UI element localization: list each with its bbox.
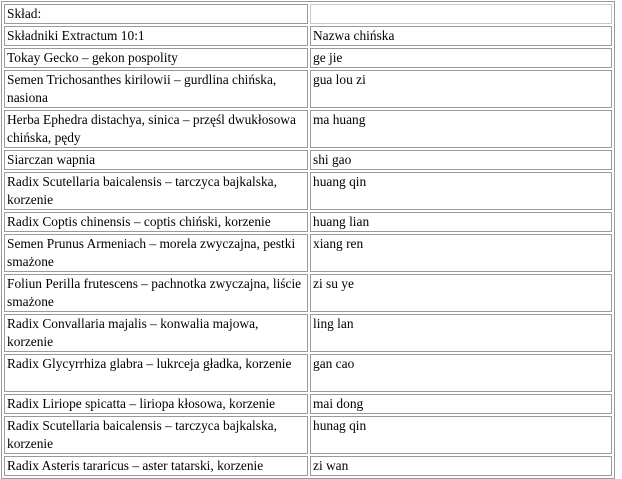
ingredient-cell: Tokay Gecko – gekon pospolity xyxy=(4,48,308,68)
chinese-name-cell: gan cao xyxy=(310,354,612,392)
ingredient-cell: Radix Scutellaria baicalensis – tarczyca bajkalska, korzenie xyxy=(4,172,308,210)
table-row xyxy=(4,172,612,210)
table-row xyxy=(4,416,612,454)
table-row xyxy=(4,70,612,108)
header-chinese-name: Nazwa chińska xyxy=(310,26,612,46)
ingredient-cell: Siarczan wapnia xyxy=(4,150,308,170)
table-row xyxy=(4,212,612,232)
ingredient-cell: Semen Trichosanthes kirilowii – gurdlina chińska, nasiona xyxy=(4,70,308,108)
chinese-name-cell: zi su ye xyxy=(310,274,612,312)
chinese-name-cell: ling lan xyxy=(310,314,612,352)
ingredient-cell: Radix Glycyrrhiza glabra – lukrceja gładka, korzenie xyxy=(4,354,308,392)
chinese-name-cell: huang lian xyxy=(310,212,612,232)
ingredient-cell: Radix Convallaria majalis – konwalia majowa, korzenie xyxy=(4,314,308,352)
chinese-name-cell: shi gao xyxy=(310,150,612,170)
table-row xyxy=(4,274,612,312)
table-row xyxy=(4,110,612,148)
chinese-name-cell: ma huang xyxy=(310,110,612,148)
ingredients-table-body xyxy=(4,4,612,476)
ingredient-cell: Radix Asteris tararicus – aster tatarski, korzenie xyxy=(4,456,308,476)
chinese-name-cell: huang qin xyxy=(310,172,612,210)
table-row xyxy=(4,48,612,68)
table-row xyxy=(4,456,612,476)
chinese-name-cell: zi wan xyxy=(310,456,612,476)
ingredients-table xyxy=(1,1,615,479)
ingredient-cell: Radix Coptis chinensis – coptis chiński, korzenie xyxy=(4,212,308,232)
chinese-name-cell: mai dong xyxy=(310,394,612,414)
table-row xyxy=(4,314,612,352)
chinese-name-cell: hunag qin xyxy=(310,416,612,454)
table-title: Skład: xyxy=(4,4,308,24)
table-row xyxy=(4,150,612,170)
chinese-name-cell: gua lou zi xyxy=(310,70,612,108)
header-ingredients: Składniki Extractum 10:1 xyxy=(4,26,308,46)
title-row xyxy=(4,4,612,24)
table-row xyxy=(4,354,612,392)
table-row xyxy=(4,234,612,272)
ingredient-cell: Radix Liriope spicatta – liriopa kłosowa, korzenie xyxy=(4,394,308,414)
chinese-name-cell: ge jie xyxy=(310,48,612,68)
title-row-empty-cell xyxy=(310,4,612,24)
table-row xyxy=(4,394,612,414)
ingredient-cell: Herba Ephedra distachya, sinica – przęśl dwukłosowa chińska, pędy xyxy=(4,110,308,148)
chinese-name-cell: xiang ren xyxy=(310,234,612,272)
ingredient-cell: Semen Prunus Armeniach – morela zwyczajna, pestki smażone xyxy=(4,234,308,272)
ingredient-cell: Radix Scutellaria baicalensis – tarczyca bajkalska, korzenie xyxy=(4,416,308,454)
header-row xyxy=(4,26,612,46)
ingredient-cell: Foliun Perilla frutescens – pachnotka zwyczajna, liście smażone xyxy=(4,274,308,312)
